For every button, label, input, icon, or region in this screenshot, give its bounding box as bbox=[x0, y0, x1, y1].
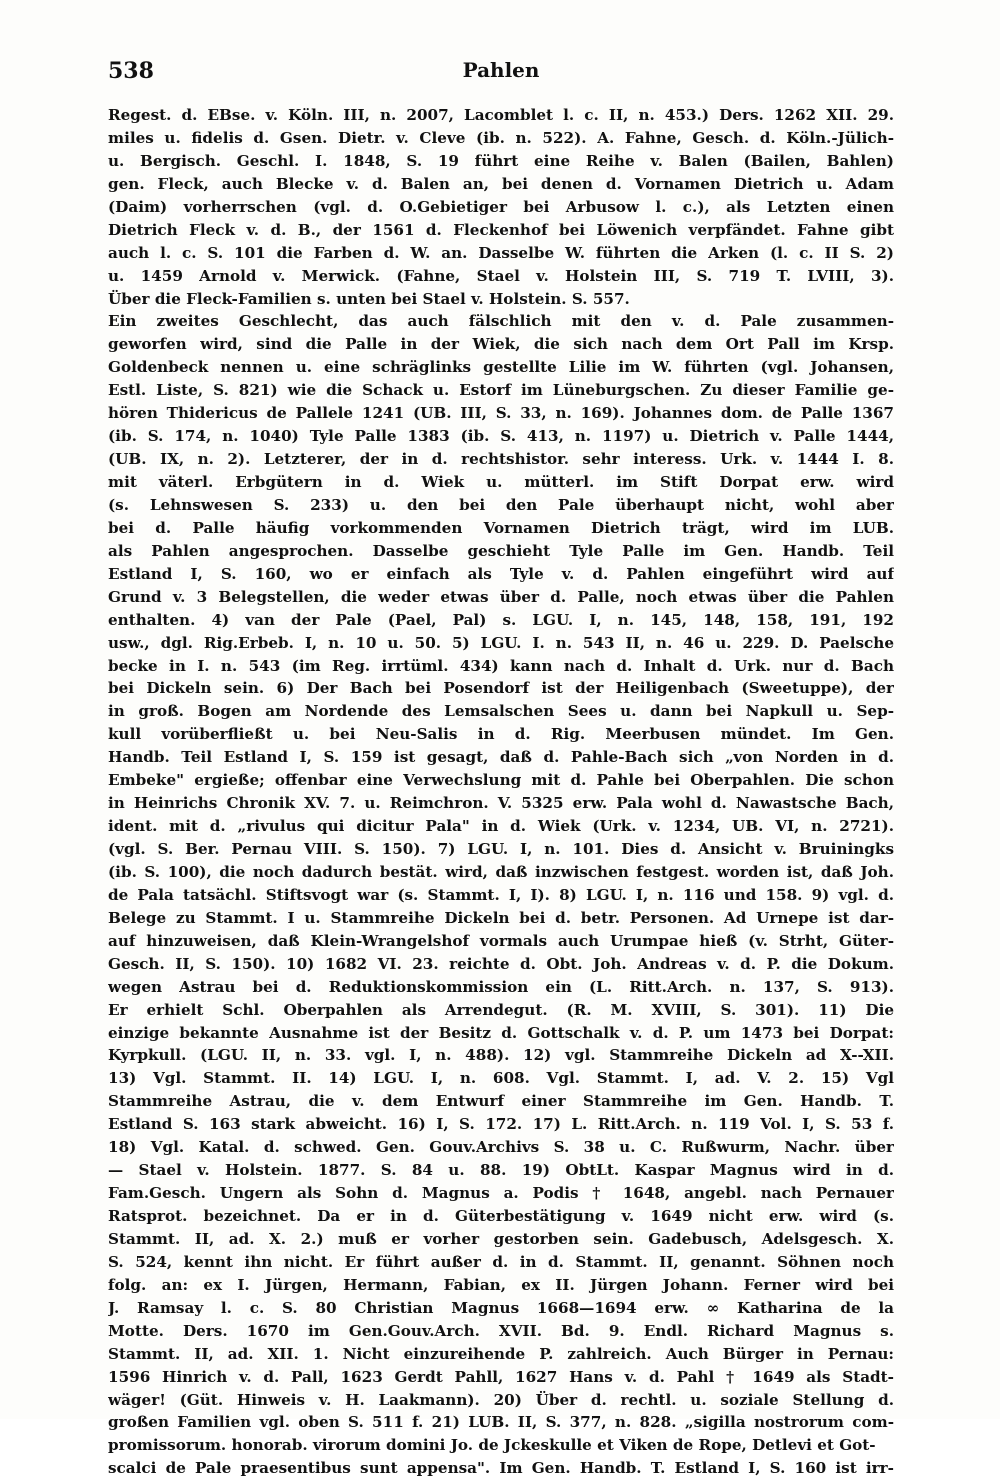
text-line: promissorum. honorab. virorum domini Jo. de Jckeskulle et Viken de Rope, Detlevi et Got- bbox=[108, 1436, 876, 1455]
text-line: Gesch. II, S. 150). 10) 1682 VI. 23. reichte d. Obt. Joh. Andreas v. d. P. die Dokum. bbox=[108, 954, 894, 973]
text-line: Er erhielt Schl. Oberpahlen als Arrendegut. (R. M. XVIII, S. 301). 11) Die bbox=[108, 1000, 894, 1019]
text-line: bei Dickeln sein. 6) Der Bach bei Posendorf ist der Heiligenbach (Sweetuppe), der bbox=[108, 679, 894, 698]
text-line: geworfen wird, sind die Palle in der Wiek, die sich nach dem Ort Pall im Krsp. bbox=[108, 335, 894, 354]
text-line: Kyrpkull. (LGU. II, n. 33. vgl. I, n. 488). 12) vgl. Stammreihe Dickeln ad X--XII. bbox=[108, 1046, 894, 1065]
text-line: folg. an: ex I. Jürgen, Hermann, Fabian, ex II. Jürgen Johann. Ferner wird bei bbox=[108, 1275, 894, 1294]
text-line: bei d. Palle häufig vorkommenden Vornamen Dietrich trägt, wird im LUB. bbox=[108, 518, 894, 537]
text-line: (UB. IX, n. 2). Letzterer, der in d. rechtshistor. sehr interess. Urk. v. 1444 I. 8. bbox=[108, 450, 894, 469]
text-line: Stammt. II, ad. XII. 1. Nicht einzureihende P. zahlreich. Auch Bürger in Pernau: bbox=[108, 1344, 894, 1363]
text-line: Fam.Gesch. Ungern als Sohn d. Magnus a. Podis † 1648, angebl. nach Pernauer bbox=[108, 1184, 894, 1203]
text-line: Estl. Liste, S. 821) wie die Schack u. Estorf im Lüneburgschen. Zu dieser Familie ge- bbox=[108, 381, 894, 400]
text-line: großen Familien vgl. oben S. 511 f. 21) LUB. II, S. 377, n. 828. „sigilla nostrorum com- bbox=[108, 1413, 894, 1432]
text-line: Goldenbeck nennen u. eine schräglinks gestellte Lilie im W. führten (vgl. Johansen, bbox=[108, 358, 894, 377]
text-line: Grund v. 3 Belegstellen, die weder etwas über d. Palle, noch etwas über die Pahlen bbox=[108, 587, 894, 606]
body-text bbox=[108, 104, 894, 1480]
text-line: in Heinrichs Chronik XV. 7. u. Reimchron. V. 5325 erw. Pala wohl d. Nawastsche Bach, bbox=[108, 794, 894, 813]
text-line: 18) Vgl. Katal. d. schwed. Gen. Gouv.Archivs S. 38 u. C. Rußwurm, Nachr. über bbox=[108, 1138, 894, 1157]
text-line: miles u. fidelis d. Gsen. Dietr. v. Cleve (ib. n. 522). A. Fahne, Gesch. d. Köln.-Jülich- bbox=[108, 128, 894, 147]
text-line: auf hinzuweisen, daß Klein-Wrangelshof vormals auch Urumpae hieß (v. Strht, Güter- bbox=[108, 931, 894, 950]
text-line: Über die Fleck-Familien s. unten bei Stael v. Holstein. S. 557. bbox=[108, 289, 630, 308]
text-line: (s. Lehnswesen S. 233) u. den bei den Pale überhaupt nicht, wohl aber bbox=[108, 495, 894, 514]
text-line: kull vorüberfließt u. bei Neu-Salis in d. Rig. Meerbusen mündet. Im Gen. bbox=[108, 725, 894, 744]
text-line: becke in I. n. 543 (im Reg. irrtüml. 434) kann nach d. Inhalt d. Urk. nur d. Bach bbox=[108, 656, 894, 675]
text-line: S. 524, kennt ihn nicht. Er führt außer d. in d. Stammt. II, genannt. Söhnen noch bbox=[108, 1252, 894, 1271]
text-line: scalci de Pale praesentibus sunt appensa". Im Gen. Handb. T. Estland I, S. 160 ist irr- bbox=[108, 1459, 894, 1478]
text-line: Motte. Ders. 1670 im Gen.Gouv.Arch. XVII. Bd. 9. Endl. Richard Magnus s. bbox=[108, 1321, 894, 1340]
text-line: mit väterl. Erbgütern in d. Wiek u. mütterl. im Stift Dorpat erw. wird bbox=[108, 473, 894, 491]
text-line: Stammreihe Astrau, die v. dem Entwurf einer Stammreihe im Gen. Handb. T. bbox=[108, 1092, 894, 1111]
text-line: Embeke" ergieße; offenbar eine Verwechslung mit d. Pahle bei Oberpahlen. Die schon bbox=[108, 771, 894, 790]
text-line: (ib. S. 100), die noch dadurch bestät. wird, daß inzwischen festgest. worden ist, daß Joh. bbox=[108, 862, 894, 881]
text-line: usw., dgl. Rig.Erbeb. I, n. 10 u. 50. 5) LGU. I. n. 543 II, n. 46 u. 229. D. Paelsche bbox=[108, 633, 894, 652]
text-line: Ratsprot. bezeichnet. Da er in d. Güterbestätigung v. 1649 nicht erw. wird (s. bbox=[108, 1207, 894, 1225]
text-line: gen. Fleck, auch Blecke v. d. Balen an, bei denen d. Vornamen Dietrich u. Adam bbox=[108, 174, 894, 193]
running-title: Pahlen bbox=[462, 58, 540, 82]
text-line: (vgl. S. Ber. Pernau VIII. S. 150). 7) LGU. I, n. 101. Dies d. Ansicht v. Bruiningks bbox=[108, 840, 894, 858]
text-line: — Stael v. Holstein. 1877. S. 84 u. 88. 19) ObtLt. Kaspar Magnus wird in d. bbox=[108, 1161, 894, 1180]
text-line: Stammt. II, ad. X. 2.) muß er vorher gestorben sein. Gadebusch, Adelsgesch. X. bbox=[108, 1229, 894, 1248]
text-line: Ein zweites Geschlecht, das auch fälschlich mit den v. d. Pale zusammen- bbox=[108, 312, 894, 331]
text-line: als Pahlen angesprochen. Dasselbe geschieht Tyle Palle im Gen. Handb. Teil bbox=[108, 541, 894, 560]
text-line: u. 1459 Arnold v. Merwick. (Fahne, Stael v. Holstein III, S. 719 T. LVIII, 3). bbox=[108, 266, 894, 285]
text-line: (Daim) vorherrschen (vgl. d. O.Gebietiger bei Arbusow l. c.), als Letzten einen bbox=[108, 197, 894, 216]
text-line: Handb. Teil Estland I, S. 159 ist gesagt, daß d. Pahle-Bach sich „von Norden in d. bbox=[108, 748, 894, 767]
text-line: wegen Astrau bei d. Reduktionskommission ein (L. Ritt.Arch. n. 137, S. 913). bbox=[108, 977, 894, 996]
text-line: 1596 Hinrich v. d. Pall, 1623 Gerdt Pahll, 1627 Hans v. d. Pahl † 1649 als Stadt- bbox=[108, 1367, 894, 1386]
page-number: 538 bbox=[108, 58, 154, 84]
text-line: Belege zu Stammt. I u. Stammreihe Dickeln bei d. betr. Personen. Ad Urnepe ist dar- bbox=[108, 908, 894, 927]
text-line: u. Bergisch. Geschl. I. 1848, S. 19 führt eine Reihe v. Balen (Bailen, Bahlen) bbox=[108, 151, 894, 170]
text-line: Regest. d. EBse. v. Köln. III, n. 2007, Lacomblet l. c. II, n. 453.) Ders. 1262 XII. 29. bbox=[108, 106, 894, 124]
text-line: ident. mit d. „rivulus qui dicitur Pala" in d. Wiek (Urk. v. 1234, UB. VI, n. 2721). bbox=[108, 817, 894, 836]
text-line: einzige bekannte Ausnahme ist der Besitz d. Gottschalk v. d. P. um 1473 bei Dorpat: bbox=[108, 1023, 894, 1042]
text-line: wäger! (Güt. Hinweis v. H. Laakmann). 20) Über d. rechtl. u. soziale Stellung d. bbox=[108, 1390, 894, 1409]
text-line: Estland I, S. 160, wo er einfach als Tyle v. d. Pahlen eingeführt wird auf bbox=[108, 564, 894, 583]
page-header bbox=[108, 58, 894, 88]
text-line: enthalten. 4) van der Pale (Pael, Pal) s. LGU. I, n. 145, 148, 158, 191, 192 bbox=[108, 610, 894, 629]
text-line: hören Thidericus de Pallele 1241 (UB. III, S. 33, n. 169). Johannes dom. de Palle 1367 bbox=[108, 404, 894, 423]
text-line: auch l. c. S. 101 die Farben d. W. an. Dasselbe W. führten die Arken (l. c. II S. 2) bbox=[108, 243, 894, 262]
text-line: in groß. Bogen am Nordende des Lemsalschen Sees u. dann bei Napkull u. Sep- bbox=[108, 702, 894, 721]
text-line: Estland S. 163 stark abweicht. 16) I, S. 172. 17) L. Ritt.Arch. n. 119 Vol. I, S. 53 f. bbox=[108, 1115, 894, 1134]
text-line: Dietrich Fleck v. d. B., der 1561 d. Fleckenhof bei Löwenich verpfändet. Fahne gibt bbox=[108, 220, 894, 239]
text-line: de Pala tatsächl. Stiftsvogt war (s. Stammt. I, I). 8) LGU. I, n. 116 und 158. 9) vgl. d. bbox=[108, 885, 894, 904]
text-line: 13) Vgl. Stammt. II. 14) LGU. I, n. 608. Vgl. Stammt. I, ad. V. 2. 15) Vgl bbox=[108, 1069, 894, 1088]
text-line: J. Ramsay l. c. S. 80 Christian Magnus 1668—1694 erw. ∞ Katharina de la bbox=[108, 1298, 894, 1317]
text-line: (ib. S. 174, n. 1040) Tyle Palle 1383 (ib. S. 413, n. 1197) u. Dietrich v. Palle 1444, bbox=[108, 427, 894, 446]
